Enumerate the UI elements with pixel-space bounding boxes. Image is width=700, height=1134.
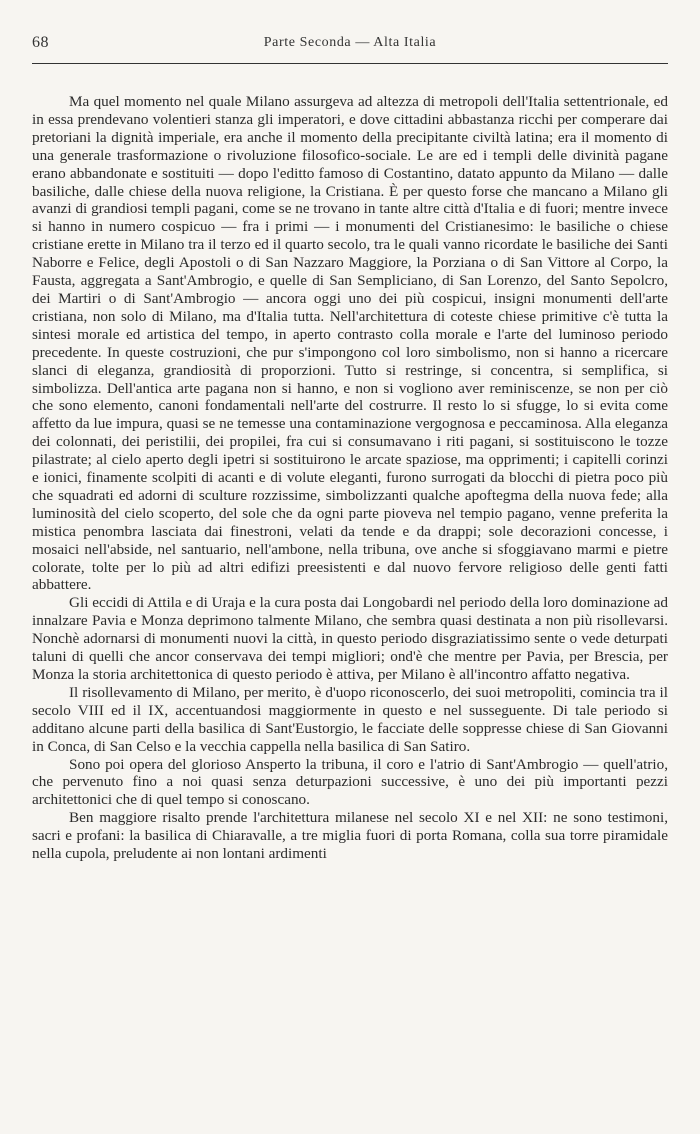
paragraph: Ben maggiore risalto prende l'architettura milanese nel secolo XI e nel XII: ne sono testimoni, sacri e profani: la basilica di Chiaravalle, a tre miglia fuori di porta Romana, colla sua torre piramidale nella cupola, preludente ai non lontani ardimenti	[32, 809, 668, 863]
paragraph: Ma quel momento nel quale Milano assurgeva ad altezza di metropoli dell'Italia settentrionale, ed in essa prendevano volentieri stanza gli imperatori, e dove cittadini abbastanza ricchi per comperare dai pretoriani la dignità imperiale, era anche il momento della precipitante civiltà latina; era il momento di una generale trasformazione o rivoluzione filosofico-sociale. Le are ed i templi delle divinità pagane erano abbandonate e sostituiti — dopo l'editto famoso di Costantino, datato appunto da Milano — dalle basiliche, dalle chiese della nuova religione, la Cristiana. È per questo forse che mancano a Milano gli avanzi di grandiosi templi pagani, come se ne trovano in tante altre città d'Italia e di fuori; mentre invece si hanno in numero cospicuo — fra i primi — i monumenti del Cristianesimo: le basiliche o chiese cristiane erette in Milano tra il terzo ed il quarto secolo, tra le quali vanno ricordate le basiliche dei Santi Naborre e Felice, degli Apostoli o di San Nazzaro Maggiore, la Porziana o di San Vittore al Corpo, la Fausta, aggregata a Sant'Ambrogio, e quelle di San Sempliciano, di San Lorenzo, del Santo Sepolcro, dei Martiri o di Sant'Ambrogio — ancora oggi uno dei più cospicui, insigni monumenti dell'arte cristiana, non solo di Milano, ma d'Italia tutta. Nell'architettura di coteste chiese primitive c'è tutta la sintesi morale ed artistica del tempo, in aperto contrasto colla morale e l'arte del luminoso periodo precedente. In queste costruzioni, che pur s'impongono col loro simbolismo, non si hanno a ricercare slanci di eleganza, grandiosità di proporzioni. Tutto si restringe, si concentra, si semplifica, si simbolizza. Dell'antica arte pagana non si hanno, e non si vogliono aver reminiscenze, se non per ciò che sono elemento, canoni fondamentali nell'arte del costrurre. Il resto lo si sfugge, lo si evita come affetto da lue impura, quasi se ne temesse una contaminazione vergognosa e peccaminosa. Alla eleganza dei colonnati, dei peristilii, dei propilei, fra cui si consumavano i riti pagani, si sostituiscono le tozze pilastrate; al cielo aperto degli ipetri si sostituirono le arcate spaziose, ma opprimenti; i capitelli corinzi e ionici, finamente scolpiti di acanti e di volute eleganti, furono surrogati da blocchi di pietra poco più che squadrati ed adorni di sculture rozzissime, simbolizzanti qualche apoftegma della nuova fede; alla luminosità del cielo scoperto, del sole che da ogni parte pioveva nel tempio pagano, venne preferita la mistica penombra lasciata dai finestroni, velati da tende e da drappi; sole decorazioni concesse, i mosaici nell'abside, nel santuario, nell'ambone, nella tribuna, ove anche si sfoggiavano marmi e pietre colorate, tolte per lo più ad altri edifizi preesistenti e dal nuovo fervore religioso delle genti fatti abbattere.	[32, 93, 668, 594]
paragraph: Il risollevamento di Milano, per merito, è d'uopo riconoscerlo, dei suoi metropoliti, comincia tra il secolo VIII ed il IX, accentuandosi maggiormente in questo e nel susseguente. Di tale periodo si additano alcune parti della basilica di Sant'Eustorgio, le facciate delle soppresse chiese di San Giovanni in Conca, di San Celso e la vecchia cappella nella basilica di San Satiro.	[32, 683, 668, 755]
paragraph: Sono poi opera del glorioso Ansperto la tribuna, il coro e l'atrio di Sant'Ambrogio — quell'atrio, che pervenuto fino a noi quasi senza deturpazioni successive, è uno dei più importanti pezzi architettonici che di quel tempo si conoscano.	[32, 755, 668, 809]
paragraph: Gli eccidi di Attila e di Uraja e la cura posta dai Longobardi nel periodo della loro dominazione ad innalzare Pavia e Monza deprimono talmente Milano, che sembra quasi destinata a non più risollevarsi. Nonchè adornarsi di monumenti nuovi la città, in questo periodo disgraziatissimo sente o vede deturpati taluni di quelli che ancor conservava dei tempi migliori; ond'è che mentre per Pavia, per Brescia, per Monza la storia architettonica di questo periodo è attiva, per Milano è all'incontro affatto negativa.	[32, 594, 668, 683]
body-text	[32, 93, 668, 863]
running-head	[32, 34, 668, 56]
page-number: 68	[32, 34, 49, 51]
running-title: Parte Seconda — Alta Italia	[263, 35, 437, 50]
header-rule	[32, 63, 668, 64]
